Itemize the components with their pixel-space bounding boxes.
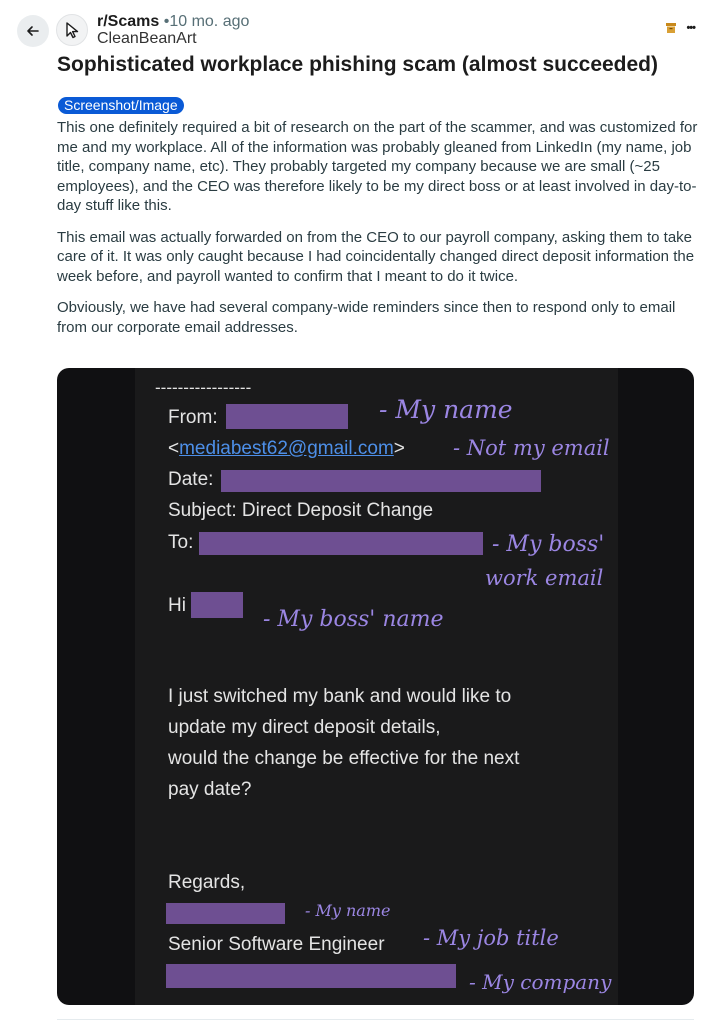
arrow-left-icon: [25, 23, 41, 39]
date-label: Date:: [168, 469, 214, 490]
annotation-boss-name: - My boss' name: [263, 607, 444, 632]
annotation-job-title: - My job title: [423, 926, 559, 950]
email-body-line-4: pay date?: [168, 779, 252, 800]
more-options-button[interactable]: •••: [686, 22, 695, 34]
author-link[interactable]: CleanBeanArt: [97, 30, 197, 47]
post-body: [57, 118, 701, 349]
email-body-line-3: would the change be effective for the next: [168, 748, 520, 769]
email-close-bracket: >: [393, 438, 405, 459]
email-open-bracket: <: [168, 438, 180, 459]
body-paragraph-3: Obviously, we have had several company-wide reminders since then to respond only to email from our corporate email addresses.: [57, 299, 676, 336]
annotation-boss-email-line2: work email: [485, 566, 604, 590]
post-flair[interactable]: Screenshot/Image: [58, 97, 184, 114]
dashes-line: -----------------: [155, 378, 252, 397]
body-paragraph-2: This email was actually forwarded on from the CEO to our payroll company, asking them to take care of it. It was only caught because I had coincidentally changed direct deposit information the week before, and payroll wanted to confirm that I meant to do it twice.: [57, 228, 695, 285]
annotation-my-name: - My name: [379, 395, 513, 424]
email-body-line-1: I just switched my bank and would like to: [168, 686, 512, 707]
regards-text: Regards,: [168, 872, 246, 893]
from-label: From:: [168, 407, 218, 428]
annotation-my-name-2: - My name: [305, 901, 391, 920]
subreddit-avatar[interactable]: [56, 14, 88, 46]
archive-box-icon: [665, 22, 677, 34]
sender-email-link[interactable]: mediabest62@gmail.com: [179, 438, 394, 459]
content-divider: [57, 1019, 694, 1020]
body-paragraph-1: This one definitely required a bit of research on the part of the scammer, and was customized for me and my workplace. All of the information was probably gleaned from LinkedIn (my name, job title, company name, etc). They probably targeted my company because we are small (~25 employees), and the CEO was therefore likely to be my direct boss or at least involved in day-to-day stuff like this.: [57, 119, 698, 214]
redacted-company: [166, 964, 456, 988]
sender-email-line: [168, 437, 405, 461]
signature-job-title: Senior Software Engineer: [168, 934, 385, 955]
redacted-signature-name: [166, 903, 285, 924]
annotation-company: - My company: [469, 970, 612, 994]
post-image[interactable]: [57, 368, 694, 1005]
back-button[interactable]: [17, 15, 49, 47]
subreddit-link[interactable]: r/Scams: [97, 13, 160, 30]
greeting-text: Hi: [168, 595, 186, 616]
annotation-boss-email-line1: - My boss': [492, 532, 605, 557]
subject-line: Subject: Direct Deposit Change: [168, 500, 434, 521]
annotation-not-my-email: - Not my email: [453, 436, 610, 460]
cursor-arrow-icon: [64, 21, 80, 39]
subreddit-line: [97, 13, 249, 31]
meta-separator: •: [163, 13, 170, 30]
redacted-date: [221, 470, 541, 492]
to-label: To:: [168, 532, 194, 553]
post-time: 10 mo. ago: [169, 13, 250, 30]
post-actions: [665, 22, 695, 34]
post-title: Sophisticated workplace phishing scam (almost succeeded): [57, 53, 659, 76]
email-body-line-2: update my direct deposit details,: [168, 717, 441, 738]
redacted-boss-name: [191, 592, 243, 618]
redacted-recipient: [199, 532, 483, 555]
redacted-sender-name: [226, 404, 348, 429]
